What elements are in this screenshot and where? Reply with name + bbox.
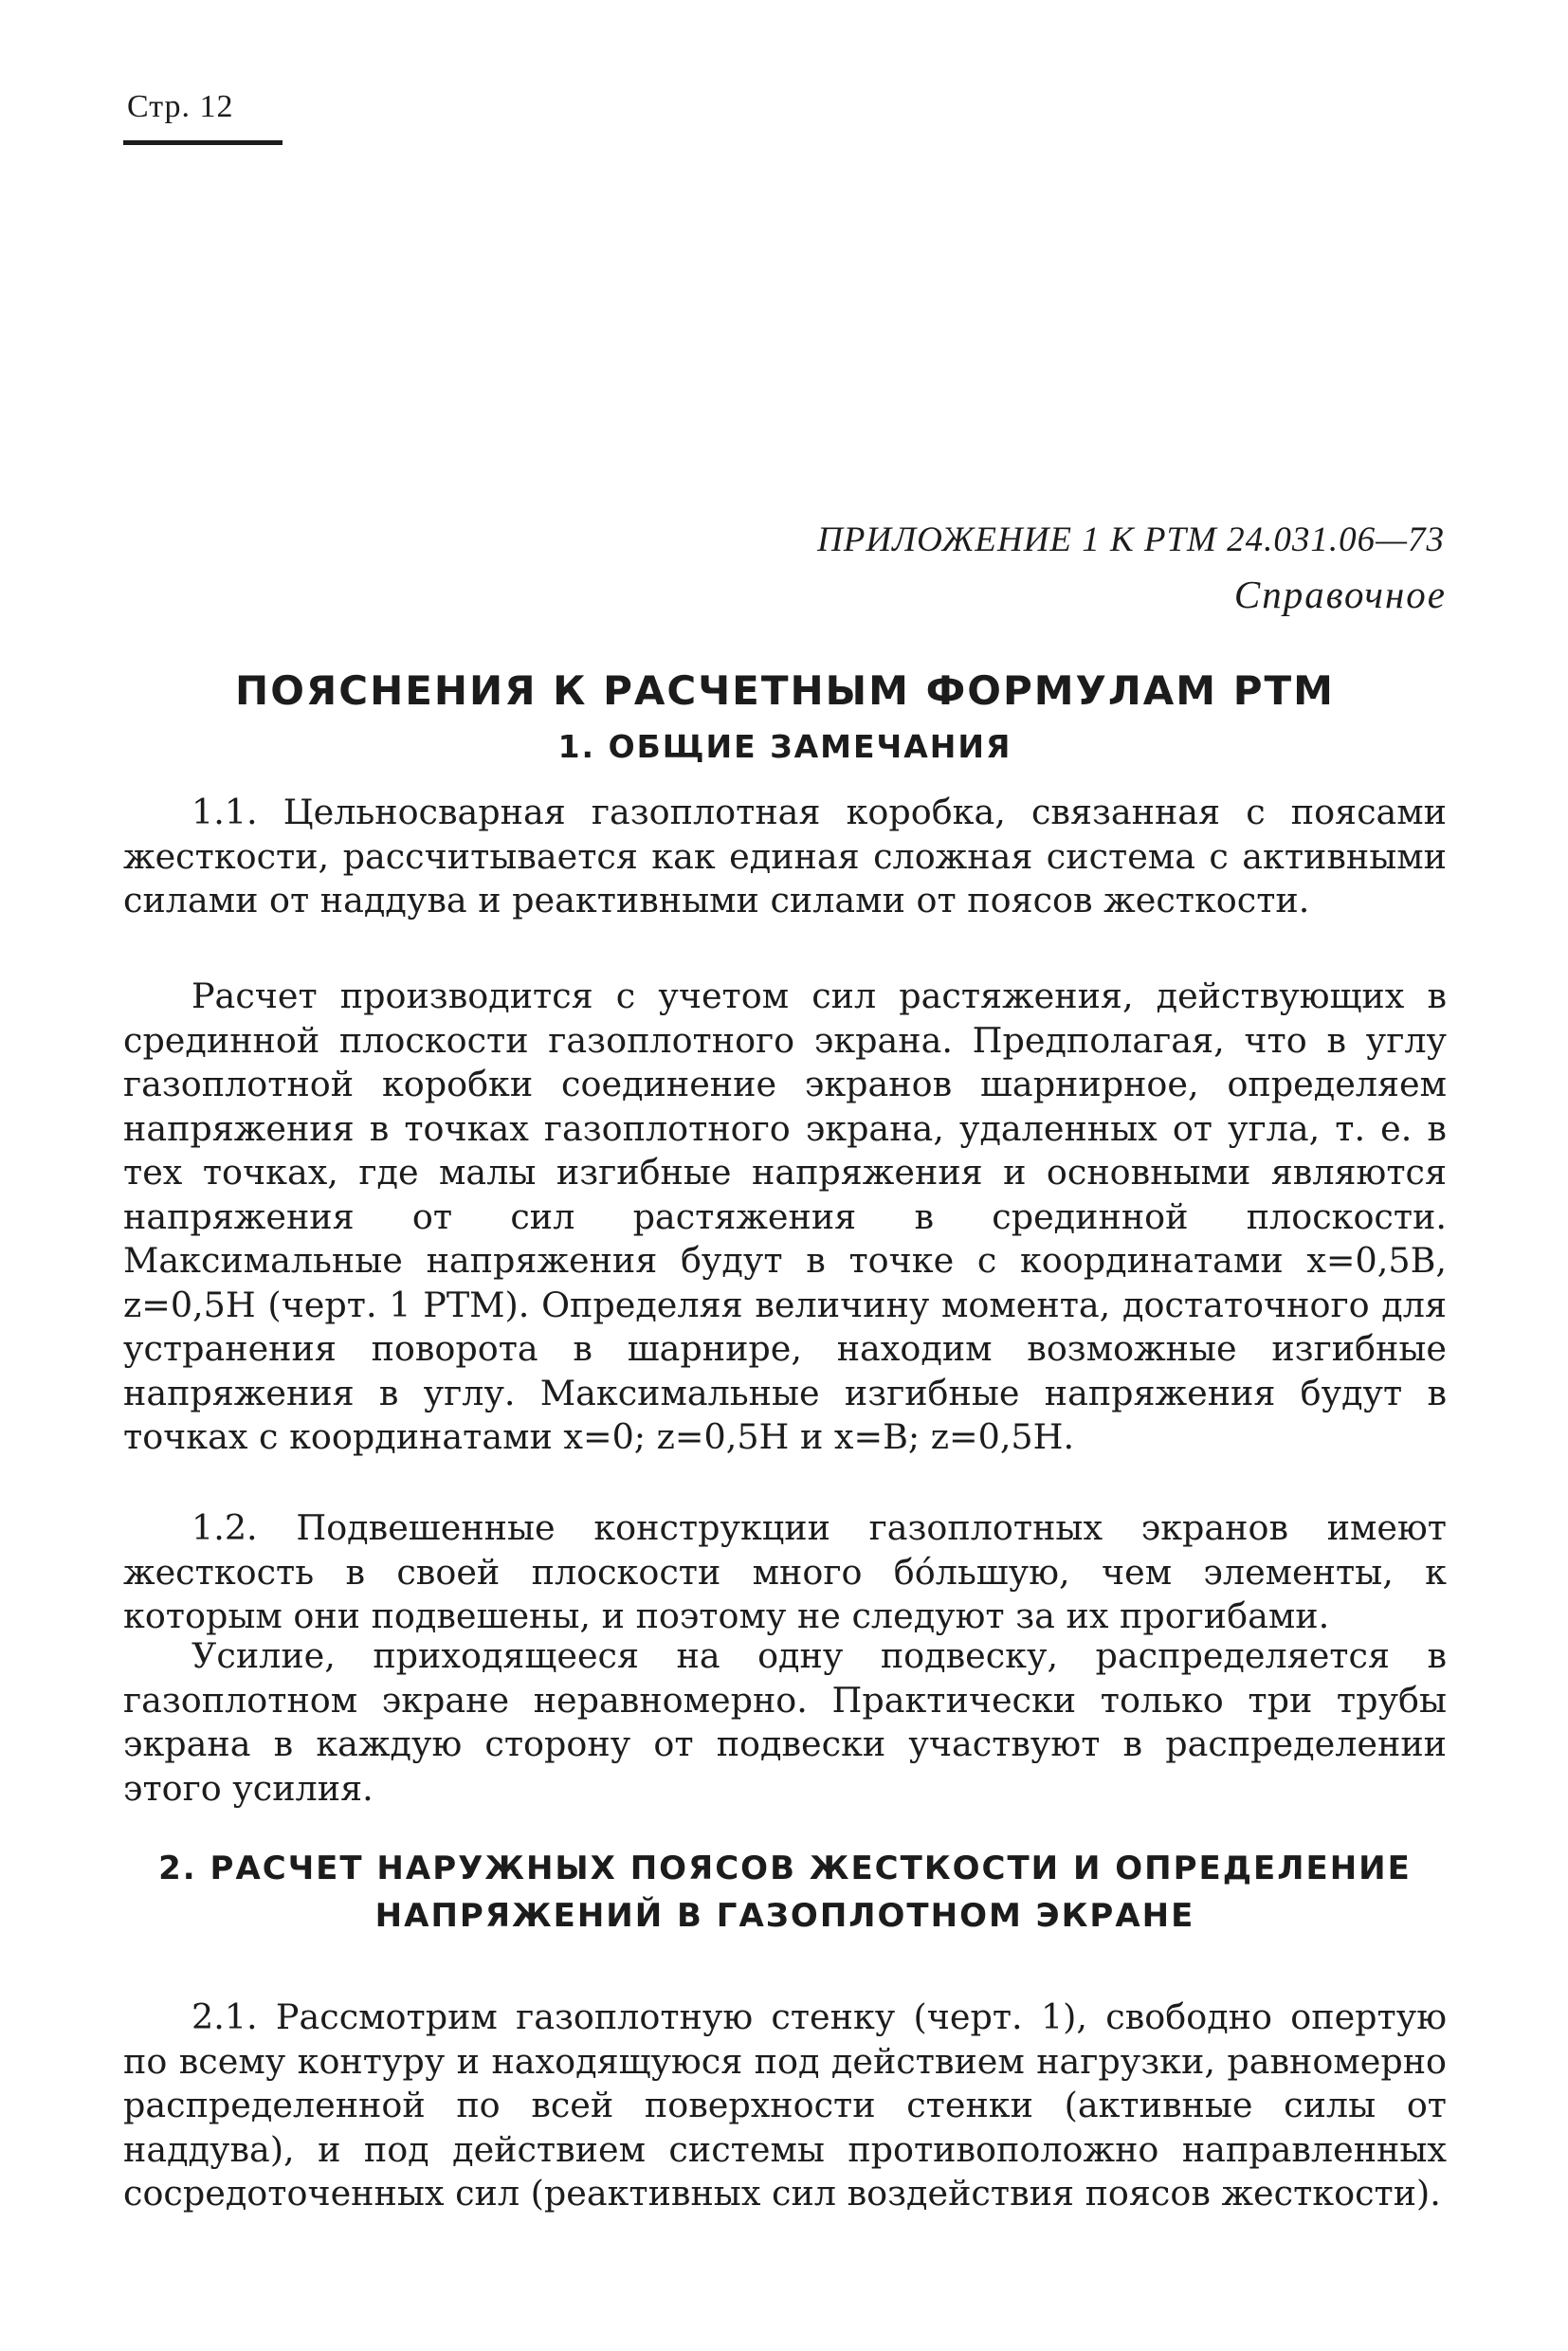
paragraph-1-1-calculation: Расчет производится с учетом сил растяжения, действующих в срединной плоскости газоплотного экрана. Предполагая, что в углу газоплотной коробки соединение экранов шарнирное, определяем напряжения в точках газоплотного экрана, удаленных от угла, т. е. в тех точках, где малы изгибные напряжения и основными являются напряжения от сил растяжения в срединной плоскости. Максимальные напряжения будут в точке с координатами x=0,5B, z=0,5H (черт. 1 РТМ). Определяя величину момента, достаточного для устранения поворота в шарнире, находим возможные изгибные напряжения в углу. Максимальные изгибные напряжения будут в точках с координатами x=0; z=0,5H и x=B; z=0,5H. <box>123 975 1447 1457</box>
section-2-title: 2. РАСЧЕТ НАРУЖНЫХ ПОЯСОВ ЖЕСТКОСТИ И ОПРЕДЕЛЕНИЕ НАПРЯЖЕНИЙ В ГАЗОПЛОТНОМ ЭКРАНЕ <box>158 1850 1412 1935</box>
paragraph-1-2: 1.2. Подвешенные конструкции газоплотных экранов имеют жесткость в своей плоскости много бо́льшую, чем элементы, к которым они подвешены, и поэтому не следуют за их прогибами. <box>123 1507 1447 1636</box>
document-title: ПОЯСНЕНИЯ К РАСЧЕТНЫМ ФОРМУЛАМ РТМ <box>235 667 1335 714</box>
annex-label: ПРИЛОЖЕНИЕ 1 К РТМ 24.031.06—73 <box>817 520 1445 559</box>
page-number: Стр. 12 <box>127 89 234 124</box>
paragraph-1-2-load: Усилие, приходящееся на одну подвеску, распределяется в газоплотном экране неравномерно. Практически только три трубы экрана в каждую сторону от подвески участвуют в распределении этого усилия. <box>123 1635 1447 1809</box>
paragraph-2-1: 2.1. Рассмотрим газоплотную стенку (черт. 1), свободно опертую по всему контуру и находящуюся под действием нагрузки, равномерно распределенной по всей поверхности стенки (активные силы от наддува), и под действием системы противоположно направленных сосредоточенных сил (реактивных сил воздействия поясов жесткости). <box>123 1996 1447 2214</box>
page-number-rule <box>123 140 283 145</box>
paragraph-1-1: 1.1. Цельносварная газоплотная коробка, связанная с поясами жесткости, рассчитывается как единая сложная система с активными силами от наддува и реактивными силами от поясов жесткости. <box>123 792 1447 920</box>
annex-type: Справочное <box>1233 573 1447 616</box>
section-1-title: 1. ОБЩИЕ ЗАМЕЧАНИЯ <box>557 728 1012 765</box>
